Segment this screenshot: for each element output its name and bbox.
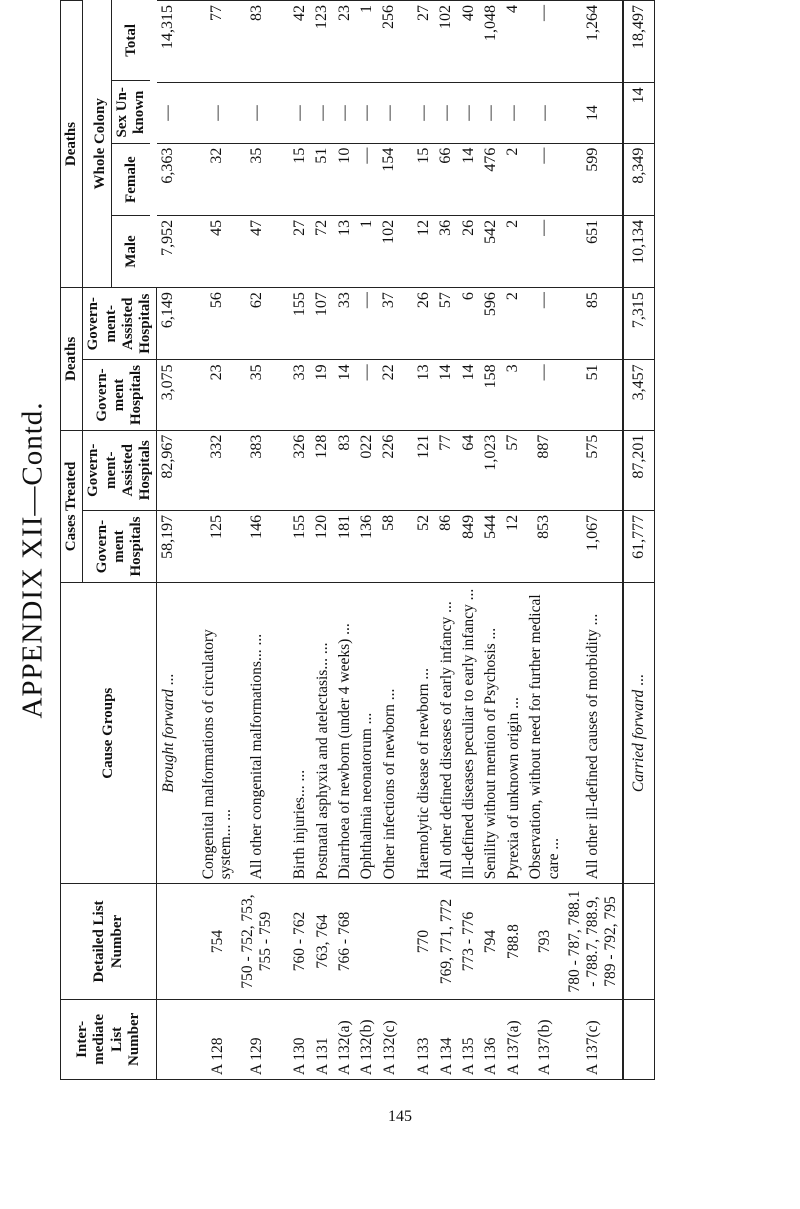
total: 102 [435, 1, 457, 83]
ct-govt: 1,067 [564, 510, 622, 582]
header-total: Total [122, 23, 139, 57]
sex-unknown: — [277, 83, 311, 143]
table-row [458, 1, 480, 1080]
header-female: Female [111, 144, 150, 216]
female: 476 [480, 143, 502, 215]
male: 12 [401, 215, 435, 287]
detailed-number: 750 - 752, 753, 755 - 759 [237, 884, 277, 999]
male: 27 [277, 215, 311, 287]
cause-label: All other defined diseases of early infancy ... [435, 583, 457, 884]
sex-unknown: — [198, 83, 238, 143]
dot-leader: ... [380, 688, 398, 701]
cause-label: Congenital malformations of circulatory system... ... [198, 583, 238, 884]
brought-female: 6,363 [157, 143, 198, 215]
carried-forward-label: Carried forward [630, 689, 648, 793]
female: 51 [311, 143, 333, 215]
sex-unknown: — [480, 83, 502, 143]
ct-govt: 52 [401, 510, 435, 582]
cause-label: Other infections of newborn ... [378, 583, 400, 884]
female: 15 [401, 143, 435, 215]
male: 45 [198, 215, 238, 287]
brought-ct-assist: 82,967 [157, 430, 198, 510]
table-row [502, 1, 524, 1080]
sex-unknown: 14 [564, 83, 622, 143]
d-govt: 158 [480, 360, 502, 430]
sex-unknown: — [356, 83, 378, 143]
total: 83 [237, 1, 277, 83]
carried-forward-label-cell [623, 583, 655, 884]
dot-leader: ... [159, 673, 177, 686]
d-govt: 19 [311, 360, 333, 430]
d-assist: 62 [237, 288, 277, 360]
table-row [525, 1, 565, 1080]
female: 599 [564, 143, 622, 215]
dot-leader: ... [291, 769, 309, 782]
d-govt: 33 [277, 360, 311, 430]
female: 32 [198, 143, 238, 215]
ct-govt: 136 [356, 510, 378, 582]
table-row [277, 1, 311, 1080]
ct-govt: 849 [458, 510, 480, 582]
sex-unknown: — [237, 83, 277, 143]
ct-assist: 326 [277, 430, 311, 510]
total: 40 [458, 1, 480, 83]
detailed-number: 754 [198, 884, 238, 999]
intermediate-number: A 131 [311, 999, 333, 1079]
intermediate-number: A 128 [198, 999, 238, 1079]
d-assist: 6 [458, 288, 480, 360]
dot-leader: ... [217, 809, 235, 821]
header-cases-treated: Cases Treated [61, 430, 83, 583]
male: 542 [480, 215, 502, 287]
ct-govt: 181 [334, 510, 356, 582]
cause-label: Postnatal asphyxia and atelectasis... ... [311, 583, 333, 884]
intermediate-number: A 137(a) [502, 999, 524, 1079]
appendix-title-text: APPENDIX XII—Contd. [16, 401, 49, 719]
dot-leader: ... [504, 697, 522, 709]
table-row [237, 1, 277, 1080]
ct-govt: 58 [378, 510, 400, 582]
sex-unknown: — [401, 83, 435, 143]
male: 102 [378, 215, 400, 287]
ct-assist: 64 [458, 430, 480, 510]
intermediate-number: A 130 [277, 999, 311, 1079]
total: 1,264 [564, 1, 622, 83]
female: — [525, 143, 565, 215]
ct-assist: 77 [435, 430, 457, 510]
ct-assist: 022 [356, 430, 378, 510]
dot-leader: ... [544, 837, 562, 850]
intermediate-number: A 134 [435, 999, 457, 1079]
d-assist: — [525, 288, 565, 360]
ct-govt: 125 [198, 510, 238, 582]
cause-label: Birth injuries... ... [277, 583, 311, 884]
total: 1 [356, 1, 378, 83]
brought-forward-row [157, 1, 198, 1080]
female: 35 [237, 143, 277, 215]
sex-unknown: — [334, 83, 356, 143]
table-row [356, 1, 378, 1080]
dot-leader: ... [415, 667, 433, 680]
brought-forward-label-cell [157, 583, 198, 884]
carried-ct-govt: 61,777 [623, 510, 655, 582]
total: 1,048 [480, 1, 502, 83]
female: 10 [334, 143, 356, 215]
header-cause-groups: Cause Groups [61, 583, 157, 884]
sex-unknown: — [311, 83, 333, 143]
brought-unknown: — [157, 83, 198, 143]
dot-leader: ... [437, 601, 455, 613]
total: 23 [334, 1, 356, 83]
dot-leader: ... [335, 623, 353, 635]
d-assist: — [356, 288, 378, 360]
header-deaths-hospitals: Deaths [61, 288, 83, 431]
total: — [525, 1, 565, 83]
appendix-title [16, 40, 50, 1080]
d-govt: — [356, 360, 378, 430]
d-assist: 56 [198, 288, 238, 360]
dot-leader: ... [358, 712, 376, 725]
detailed-number: 770 [401, 884, 435, 999]
ct-assist: 57 [502, 430, 524, 510]
total: 4 [502, 1, 524, 83]
carried-female: 8,349 [623, 143, 655, 215]
d-assist: 596 [480, 288, 502, 360]
total: 77 [198, 1, 238, 83]
d-govt: 14 [334, 360, 356, 430]
ct-assist: 887 [525, 430, 565, 510]
brought-ct-govt: 58,197 [157, 510, 198, 582]
cause-label: All other ill-defined causes of morbidity ... [564, 583, 622, 884]
brought-total: 14,315 [157, 1, 198, 83]
dot-leader: ... [482, 627, 500, 640]
male: 651 [564, 215, 622, 287]
detailed-number: 788.8 [502, 884, 524, 999]
ct-govt: 12 [502, 510, 524, 582]
header-d-govt: Govern-ment Hospitals [83, 360, 157, 430]
dot-leader: ... [630, 674, 648, 686]
d-assist: 26 [401, 288, 435, 360]
intermediate-number: A 132(a) [334, 999, 356, 1079]
dot-leader: ... [313, 642, 331, 655]
carried-d-govt: 3,457 [623, 360, 655, 430]
header-intermediate: Inter-mediate List Number [61, 999, 157, 1079]
cause-label: Ophthalmia neonatorum ... [356, 583, 378, 884]
detailed-number: 766 - 768 [334, 884, 356, 999]
carried-unknown: 14 [623, 83, 655, 143]
d-assist: 33 [334, 288, 356, 360]
carried-total: 18,497 [623, 1, 655, 83]
header-male: Male [111, 215, 150, 287]
d-govt: 23 [198, 360, 238, 430]
female: — [356, 143, 378, 215]
ct-assist: 83 [334, 430, 356, 510]
female: 2 [502, 143, 524, 215]
table-row [435, 1, 457, 1080]
brought-d-govt: 3,075 [157, 360, 198, 430]
d-govt: 22 [378, 360, 400, 430]
rotated-table-container [60, 0, 780, 1080]
header-deaths-colony: Deaths [61, 1, 83, 288]
d-govt: 13 [401, 360, 435, 430]
sex-unknown: — [458, 83, 480, 143]
table-row [480, 1, 502, 1080]
cause-label: Haemolytic disease of newborn ... [401, 583, 435, 884]
ct-govt: 853 [525, 510, 565, 582]
detailed-number [356, 884, 378, 999]
header-ct-govt: Govern-ment Hospitals [83, 510, 157, 582]
ct-assist: 1,023 [480, 430, 502, 510]
header-whole-colony-group [83, 1, 157, 288]
d-assist: 155 [277, 288, 311, 360]
total: 123 [311, 1, 333, 83]
male: — [525, 215, 565, 287]
ct-assist: 226 [378, 430, 400, 510]
female: 66 [435, 143, 457, 215]
cause-label: Ill-defined diseases peculiar to early infancy ... [458, 583, 480, 884]
cause-label: Pyrexia of unknown origin ... [502, 583, 524, 884]
cause-label: Diarrhoea of newborn (under 4 weeks) ... [334, 583, 356, 884]
cause-label: Observation, without need for further medical care ... [525, 583, 565, 884]
page-number: 145 [388, 1108, 412, 1125]
intermediate-number: A 136 [480, 999, 502, 1079]
intermediate-number: A 135 [458, 999, 480, 1079]
intermediate-number: A 133 [401, 999, 435, 1079]
ct-assist: 575 [564, 430, 622, 510]
ct-govt: 86 [435, 510, 457, 582]
dot-leader: ... [248, 633, 266, 646]
d-assist: 37 [378, 288, 400, 360]
dot-leader: ... [459, 588, 477, 601]
intermediate-number: A 132(c) [378, 999, 400, 1079]
intermediate-number: A 137(b) [525, 999, 565, 1079]
intermediate-number: A 129 [237, 999, 277, 1079]
male: 13 [334, 215, 356, 287]
carried-d-assist: 7,315 [623, 288, 655, 360]
d-govt: 35 [237, 360, 277, 430]
ct-govt: 120 [311, 510, 333, 582]
male: 2 [502, 215, 524, 287]
d-assist: 2 [502, 288, 524, 360]
sex-unknown: — [525, 83, 565, 143]
female: 14 [458, 143, 480, 215]
header-d-assisted: Govern-ment-Assisted Hospitals [83, 288, 157, 360]
dot-leader: ... [584, 613, 602, 626]
detailed-number: 780 - 787, 788.1 - 788.7, 788.9, 789 - 792, 795 [564, 884, 622, 999]
d-govt: 3 [502, 360, 524, 430]
detailed-number: 793 [525, 884, 565, 999]
cause-label: Senility without mention of Psychosis ... [480, 583, 502, 884]
whole-colony-subheader [90, 1, 151, 288]
male: 72 [311, 215, 333, 287]
header-ct-assisted: Govern-ment-Assisted Hospitals [83, 430, 157, 510]
d-assist: 85 [564, 288, 622, 360]
header-whole-colony: Whole Colony [90, 1, 112, 288]
table-body [157, 1, 655, 1080]
detailed-number: 773 - 776 [458, 884, 480, 999]
intermediate-number: A 132(b) [356, 999, 378, 1079]
total: 256 [378, 1, 400, 83]
d-govt: 51 [564, 360, 622, 430]
d-govt: — [525, 360, 565, 430]
detailed-number [378, 884, 400, 999]
male: 26 [458, 215, 480, 287]
mortality-table [60, 0, 655, 1080]
detailed-number: 760 - 762 [277, 884, 311, 999]
intermediate-number: A 137(c) [564, 999, 622, 1079]
carried-male: 10,134 [623, 215, 655, 287]
ct-assist: 332 [198, 430, 238, 510]
detailed-number: 769, 771, 772 [435, 884, 457, 999]
ct-govt: 155 [277, 510, 311, 582]
sex-unknown: — [435, 83, 457, 143]
brought-d-assist: 6,149 [157, 288, 198, 360]
detailed-number: 794 [480, 884, 502, 999]
ct-govt: 544 [480, 510, 502, 582]
sex-unknown: — [502, 83, 524, 143]
d-assist: 107 [311, 288, 333, 360]
table-row [401, 1, 435, 1080]
table-row [311, 1, 333, 1080]
male: 47 [237, 215, 277, 287]
total: 42 [277, 1, 311, 83]
header-sex-unknown: Sex Un-known [111, 81, 150, 144]
brought-male: 7,952 [157, 215, 198, 287]
d-assist: 57 [435, 288, 457, 360]
carried-forward-row [623, 1, 655, 1080]
male: 36 [435, 215, 457, 287]
table-header [61, 1, 157, 1080]
total: 27 [401, 1, 435, 83]
table-row [198, 1, 238, 1080]
carried-ct-assist: 87,201 [623, 430, 655, 510]
sex-unknown: — [378, 83, 400, 143]
ct-govt: 146 [237, 510, 277, 582]
table-row [334, 1, 356, 1080]
cause-label: All other congenital malformations... ... [237, 583, 277, 884]
ct-assist: 128 [311, 430, 333, 510]
table-row [564, 1, 622, 1080]
female: 15 [277, 143, 311, 215]
table-row [378, 1, 400, 1080]
detailed-number: 763, 764 [311, 884, 333, 999]
ct-assist: 121 [401, 430, 435, 510]
female: 154 [378, 143, 400, 215]
d-govt: 14 [458, 360, 480, 430]
header-detailed: Detailed List Number [61, 884, 157, 999]
male: 1 [356, 215, 378, 287]
ct-assist: 383 [237, 430, 277, 510]
brought-forward-label: Brought forward [159, 689, 177, 793]
d-govt: 14 [435, 360, 457, 430]
